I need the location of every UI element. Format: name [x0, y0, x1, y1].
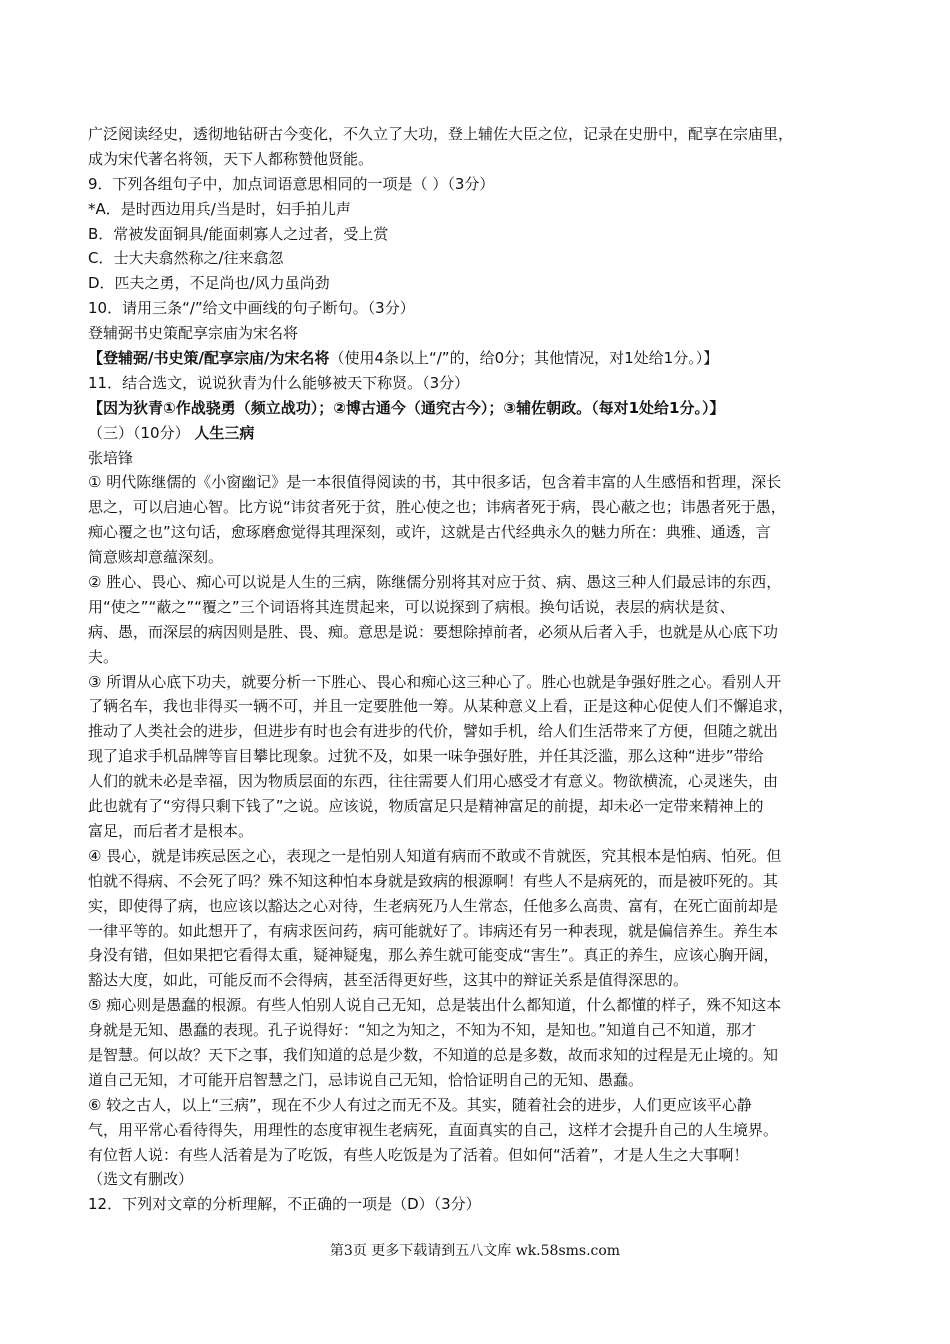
section-title: 人生三病	[194, 423, 255, 442]
article-line: 身就是无知、愚蠢的表现。孔子说得好：“知之为知之，不知为不知，是知也。”知道自己不知道，那才	[88, 1021, 757, 1040]
article-line: ④ 畏心，就是讳疾忌医之心，表现之一是怕别人知道有病而不敢或不肯就医，究其根本是怕病、怕死。但	[88, 846, 782, 865]
question-10-answer-note: （使用4条以上“/”的，给0分；其他情况，对1处给1分。）】	[329, 349, 719, 368]
article-author: 张培锋	[88, 448, 134, 467]
article-line: ② 胜心、畏心、痴心可以说是人生的三病，陈继儒分别将其对应于贫、病、愚这三种人们最忌讳的东西，	[88, 573, 782, 592]
article-line: 一律平等的。如此想开了，有病求医问药，病可能就好了。讳病还有另一种表现，就是偏信养生。养生本	[88, 921, 779, 940]
intro-line: 成为宋代著名将领，天下人都称赞他贤能。	[88, 149, 374, 168]
article-line: 用“使之”“蔽之”“覆之”三个词语将其连贯起来，可以说探到了病根。换句话说，表层的病状是贫、	[88, 597, 735, 616]
article-line: 怕就不得病、不会死了吗？殊不知这种怕本身就是致病的根源啊！有些人不是病死的，而是被吓死的。其	[88, 871, 779, 890]
article-body	[88, 470, 866, 1192]
document-page	[88, 122, 866, 1217]
question-9-option-a: *A．是时西边用兵/当是时，妇手拍儿声	[88, 199, 351, 218]
article-line: 简意赅却意蕴深刻。	[88, 548, 224, 567]
article-line: 此也就有了“穷得只剩下钱了”之说。应该说，物质富足只是精神富足的前提，却未必一定带来精神上的	[88, 797, 764, 816]
article-line: 痴心覆之也”这句话，愈琢磨愈觉得其理深刻，或许，这就是古代经典永久的魅力所在：典雅、通透，言	[88, 523, 771, 542]
question-11-answer: 【因为狄青①作战骁勇（频立战功）；②博古通今（通究古今）；③辅佐朝政。（每对1处给1分。）】	[88, 398, 725, 417]
question-9-option-b: B．常被发面铜具/能面刺寡人之过者，受上赏	[88, 224, 389, 243]
question-9-option-c: C．士大夫翕然称之/往来翕忽	[88, 249, 284, 268]
page-footer: 第3页 更多下载请到五八文库 wk.58sms.com	[329, 1243, 621, 1259]
article-line: 现了追求手机品牌等盲目攀比现象。过犹不及，如果一味争强好胜，并任其泛滥，那么这种“进步”带给	[88, 747, 764, 766]
section-heading	[88, 421, 866, 446]
section-label: （三）（10分）	[88, 423, 190, 442]
article-line: 思之，可以启迪心智。比方说“讳贫者死于贫，胜心使之也；讳病者死于病，畏心蔽之也；讳愚者死于愚，	[88, 498, 786, 517]
article-line: ① 明代陈继儒的《小窗幽记》是一本很值得阅读的书，其中很多话，包含着丰富的人生感悟和哲理，深长	[88, 473, 782, 492]
article-line: （选文有删改）	[88, 1170, 194, 1189]
article-line: 有位哲人说：有些人活着是为了吃饭，有些人吃饭是为了活着。但如何“活着”，才是人生之大事啊！	[88, 1145, 749, 1164]
question-10-stem: 10．请用三条“/”给文中画线的句子断句。（3分）	[88, 299, 415, 318]
article-line: 身没有错，但如果把它看得太重，疑神疑鬼，那么养生就可能变成“害生”。真正的养生，应该心胸开阔，	[88, 946, 779, 965]
article-line: ③ 所谓从心底下功夫，就要分析一下胜心、畏心和痴心这三种心了。胜心也就是争强好胜之心。看别人开	[88, 672, 782, 691]
question-11-stem: 11．结合选文，说说狄青为什么能够被天下称贤。（3分）	[88, 373, 470, 392]
article-line: 夫。	[88, 647, 119, 666]
question-10-answer-main: 【登辅弼/书史策/配享宗庙/为宋名将	[88, 349, 330, 368]
question-9-stem: 9．下列各组句子中，加点词语意思相同的一项是（ ）（3分）	[88, 174, 495, 193]
article-line: 推动了人类社会的进步，但进步有时也会有进步的代价，譬如手机，给人们生活带来了方便，但随之就出	[88, 722, 779, 741]
article-line: 豁达大度，如此，可能反而不会得病，甚至活得更好些，这其中的辩证关系是值得深思的。	[88, 971, 689, 990]
article-line: 富足，而后者才是根本。	[88, 821, 254, 840]
article-line: 道自己无知，才可能开启智慧之门，忌讳说自己无知，恰恰证明自己的无知、愚蠢。	[88, 1070, 644, 1089]
article-line: 气，用平常心看待得失，用理性的态度审视生老病死，直面真实的自己，这样才会提升自己的人生境界。	[88, 1120, 779, 1139]
article-line: ⑤ 痴心则是愚蠢的根源。有些人怕别人说自己无知，总是装出什么都知道，什么都懂的样子，殊不知这本	[88, 996, 782, 1015]
question-10-answer	[88, 346, 866, 371]
question-9-option-d: D．匹夫之勇，不足尚也/风力虽尚劲	[88, 274, 330, 293]
article-line: 是智慧。何以故？天下之事，我们知道的总是少数，不知道的总是多数，故而求知的过程是无止境的。知	[88, 1045, 779, 1064]
question-12-stem: 12．下列对文章的分析理解，不正确的一项是（D）（3分）	[88, 1195, 481, 1214]
article-line: ⑥ 较之古人，以上“三病”，现在不少人有过之而无不及。其实，随着社会的进步，人们更应该平心静	[88, 1095, 752, 1114]
article-line: 实，即使得了病，也应该以豁达之心对待，生老病死乃人生常态，任他多么高贵、富有，在死亡面前却是	[88, 896, 779, 915]
article-line: 人们的就未必是幸福，因为物质层面的东西，往往需要人们用心感受才有意义。物欲横流，心灵迷失，由	[88, 772, 779, 791]
question-10-sentence: 登辅弼书史策配享宗庙为宋名将	[88, 324, 299, 343]
article-line: 了辆名车，我也非得买一辆不可，并且一定要胜他一筹。从某种意义上看，正是这种心促使人们不懈追求，	[88, 697, 794, 716]
article-line: 病、愚，而深层的病因则是胜、畏、痴。意思是说：要想除掉前者，必须从后者入手，也就是从心底下功	[88, 622, 779, 641]
intro-line: 广泛阅读经史，透彻地钻研古今变化，不久立了大功，登上辅佐大臣之位，记录在史册中，配享在宗庙里，	[88, 125, 794, 143]
